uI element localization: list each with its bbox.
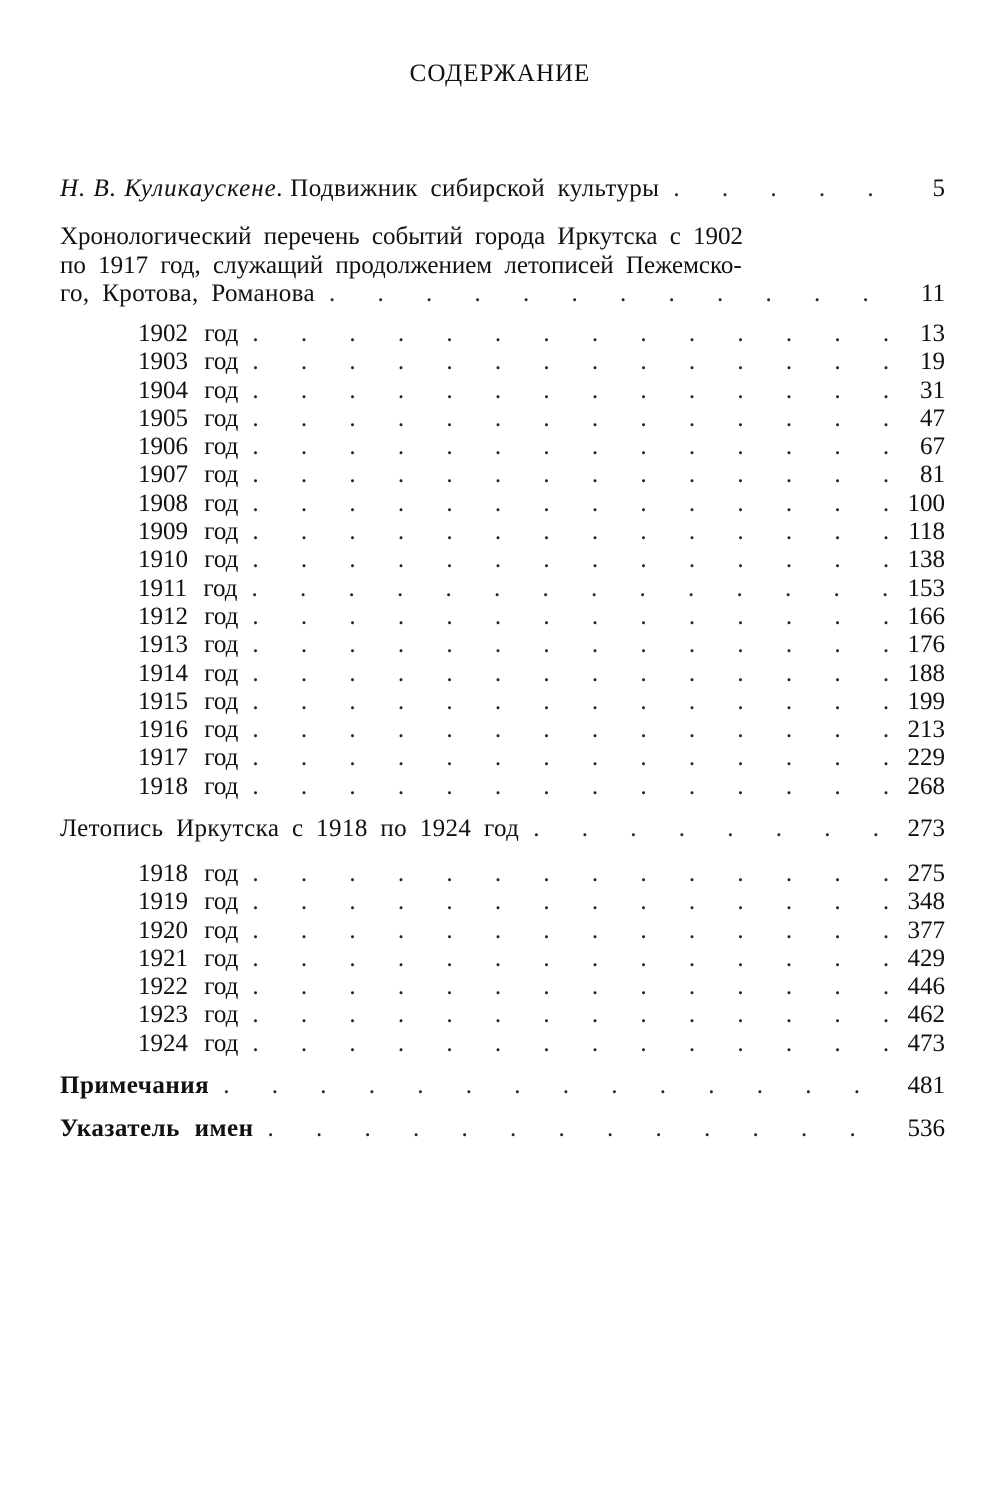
entry-title: Примечания: [60, 1072, 210, 1099]
toc-year-row[interactable]: [138, 1030, 945, 1058]
dot-leader: [252, 773, 897, 801]
toc-year-row[interactable]: [138, 518, 945, 546]
toc-year-row[interactable]: [138, 1001, 945, 1029]
letopis-years-list: [138, 860, 945, 1058]
dot-leader: [252, 490, 897, 518]
year-label: 1913 год: [138, 631, 239, 659]
toc-entry-intro[interactable]: [60, 175, 945, 204]
toc-year-row[interactable]: [138, 603, 945, 631]
year-page-number: 13: [920, 320, 945, 347]
dot-leader: [252, 603, 897, 631]
toc-year-row[interactable]: [138, 660, 945, 688]
year-page-number: 268: [907, 772, 945, 800]
year-page-number: 348: [907, 888, 945, 916]
year-page-number: 446: [907, 973, 945, 1001]
dot-leader: [533, 815, 897, 844]
toc-year-row[interactable]: [138, 348, 945, 376]
dot-leader: [252, 320, 897, 348]
toc-year-row[interactable]: [138, 860, 945, 888]
year-page-number: 100: [907, 489, 945, 517]
dot-leader: [252, 1001, 897, 1029]
year-label: 1916 год: [138, 716, 239, 744]
year-page-number: 166: [907, 602, 945, 630]
year-label: 1912 год: [138, 602, 239, 630]
toc-year-row[interactable]: [138, 688, 945, 716]
dot-leader: [252, 688, 897, 716]
dot-leader: [252, 888, 897, 916]
entry-title: Подвижник сибирской культуры: [290, 175, 660, 202]
toc-entry-index[interactable]: [60, 1115, 945, 1144]
year-label: 1911 год: [138, 574, 238, 602]
year-label: 1908 год: [138, 489, 239, 517]
dot-leader: [252, 405, 897, 433]
dot-leader: [252, 348, 897, 376]
year-page-number: 429: [907, 944, 945, 972]
chronicle-years-list: [138, 320, 945, 801]
year-label: 1918 год: [138, 860, 239, 887]
year-label: 1914 год: [138, 659, 239, 687]
dot-leader: [673, 175, 897, 204]
toc-year-row[interactable]: [138, 888, 945, 916]
year-page-number: 67: [920, 433, 945, 461]
entry-page-number: 11: [920, 280, 945, 307]
toc-year-row[interactable]: [138, 773, 945, 801]
dot-leader: [252, 377, 897, 405]
year-page-number: 138: [907, 546, 945, 574]
dot-leader: [223, 1072, 897, 1101]
dot-leader: [252, 945, 897, 973]
year-label: 1906 год: [138, 433, 239, 461]
dot-leader: [252, 631, 897, 659]
year-page-number: 47: [920, 404, 945, 432]
year-page-number: 199: [907, 687, 945, 715]
dot-leader: [252, 433, 897, 461]
year-label: 1917 год: [138, 744, 239, 772]
dot-leader: [252, 917, 897, 945]
entry-page-number: 273: [907, 815, 945, 842]
dot-leader: [252, 660, 897, 688]
entry-page-number: 5: [932, 175, 945, 202]
dot-leader: [252, 1030, 897, 1058]
dot-leader: [252, 546, 897, 574]
toc-year-row[interactable]: [138, 405, 945, 433]
entry-title: Указатель имен: [60, 1115, 254, 1142]
year-label: 1918 год: [138, 772, 239, 800]
year-page-number: 275: [907, 860, 945, 887]
toc-year-row[interactable]: [138, 461, 945, 489]
year-page-number: 377: [907, 916, 945, 944]
toc-entry-notes[interactable]: [60, 1072, 945, 1101]
year-label: 1902 год: [138, 320, 239, 347]
year-label: 1903 год: [138, 348, 239, 376]
toc-year-row[interactable]: [138, 320, 945, 348]
year-page-number: 462: [907, 1001, 945, 1029]
year-page-number: 188: [907, 659, 945, 687]
entry-page-number: 536: [907, 1115, 945, 1142]
dot-leader: [252, 461, 897, 489]
year-label: 1920 год: [138, 916, 239, 944]
page-title: СОДЕРЖАНИЕ: [409, 60, 591, 87]
year-page-number: 118: [908, 518, 945, 546]
toc-year-row[interactable]: [138, 973, 945, 1001]
toc-year-row[interactable]: [138, 546, 945, 574]
year-label: 1922 год: [138, 973, 239, 1001]
year-label: 1919 год: [138, 888, 239, 916]
toc-year-row[interactable]: [138, 716, 945, 744]
year-page-number: 176: [907, 631, 945, 659]
dot-leader: [251, 575, 897, 603]
year-label: 1915 год: [138, 687, 239, 715]
toc-year-row[interactable]: [138, 377, 945, 405]
toc-year-row[interactable]: [138, 631, 945, 659]
toc-year-row[interactable]: [138, 945, 945, 973]
entry-title-line-3: го, Кротова, Романова: [60, 280, 316, 307]
toc-year-row[interactable]: [138, 433, 945, 461]
year-page-number: 473: [907, 1029, 945, 1057]
year-page-number: 19: [920, 348, 945, 376]
year-label: 1904 год: [138, 376, 239, 404]
entry-author: Н. В. Куликаускене.: [60, 175, 285, 202]
year-page-number: 153: [907, 574, 945, 602]
entry-title-line-1: Хронологический перечень событий города Иркутска с 1902: [60, 223, 744, 250]
toc-year-row[interactable]: [138, 575, 945, 603]
toc-entry-chronicle[interactable]: [60, 223, 945, 309]
dot-leader: [252, 860, 897, 888]
entry-page-number: 481: [907, 1072, 945, 1099]
dot-leader: [329, 280, 897, 309]
dot-leader: [268, 1115, 897, 1144]
dot-leader: [252, 973, 897, 1001]
toc-year-row[interactable]: [138, 917, 945, 945]
entry-title: Летопись Иркутска с 1918 по 1924 год: [60, 815, 520, 842]
dot-leader: [252, 744, 897, 772]
year-label: 1907 год: [138, 461, 239, 489]
year-page-number: 31: [920, 376, 945, 404]
year-page-number: 229: [907, 744, 945, 772]
dot-leader: [252, 518, 897, 546]
year-label: 1924 год: [138, 1029, 239, 1057]
entry-title-line-2: по 1917 год, служащий продолжением летописей Пежемско-: [60, 251, 742, 279]
dot-leader: [252, 716, 897, 744]
toc-year-row[interactable]: [138, 490, 945, 518]
year-page-number: 81: [920, 461, 945, 489]
toc-entry-letopis[interactable]: [60, 815, 945, 844]
year-label: 1905 год: [138, 404, 239, 432]
year-label: 1909 год: [138, 518, 239, 546]
year-page-number: 213: [907, 716, 945, 744]
toc-year-row[interactable]: [138, 744, 945, 772]
year-label: 1923 год: [138, 1001, 239, 1029]
year-label: 1921 год: [138, 944, 239, 972]
year-label: 1910 год: [138, 546, 239, 574]
